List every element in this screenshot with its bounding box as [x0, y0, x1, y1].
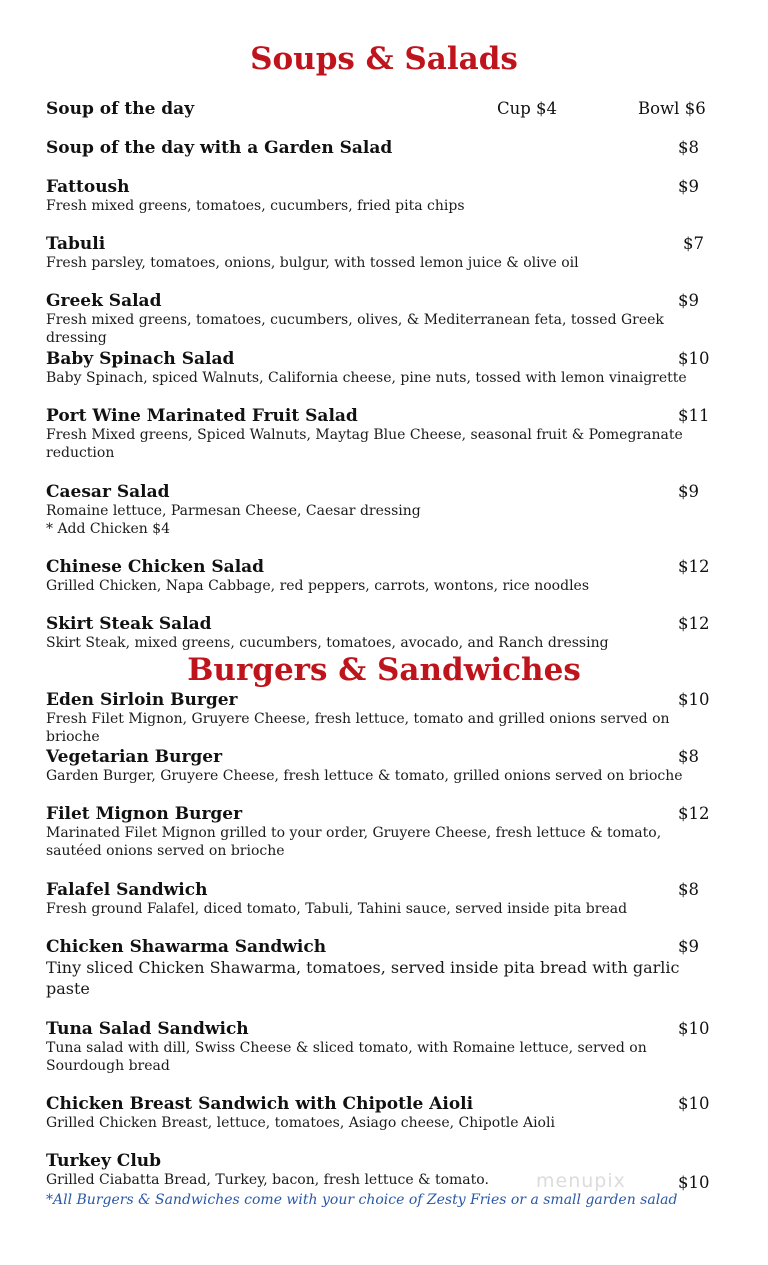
item-name: Fattoush [46, 177, 130, 197]
item-price: $12 [678, 614, 710, 633]
item-name: Vegetarian Burger [46, 747, 223, 767]
item-description: Grilled Chicken Breast, lettuce, tomatoes, Asiago cheese, Chipotle Aioli [46, 1115, 555, 1131]
item-name: Greek Salad [46, 291, 162, 311]
menu-item-fattoush [46, 177, 710, 215]
item-price: $8 [678, 138, 699, 157]
menu-item-chinese-chicken-salad [46, 557, 710, 595]
item-price: $12 [678, 557, 710, 576]
item-price: $10 [678, 1173, 710, 1192]
item-description: Grilled Chicken, Napa Cabbage, red peppers, carrots, wontons, rice noodles [46, 578, 590, 594]
item-description: Fresh mixed greens, tomatoes, cucumbers, olives, & Mediterranean feta, tossed Greek dressing [46, 312, 664, 346]
item-name: Turkey Club [46, 1151, 162, 1171]
watermark-logo: menupix [536, 1170, 626, 1192]
item-description: Tiny sliced Chicken Shawarma, tomatoes, served inside pita bread with garlic paste [46, 958, 680, 998]
menu-item-vegetarian-burger [46, 747, 710, 785]
item-name: Tuna Salad Sandwich [46, 1019, 249, 1039]
item-description: Fresh Filet Mignon, Gruyere Cheese, fresh lettuce, tomato and grilled onions served on brioche [46, 711, 670, 745]
item-description: Skirt Steak, mixed greens, cucumbers, tomatoes, avocado, and Ranch dressing [46, 635, 609, 651]
item-price: $11 [678, 406, 710, 425]
item-description: Fresh ground Falafel, diced tomato, Tabuli, Tahini sauce, served inside pita bread [46, 901, 628, 917]
menu-item-chicken-shawarma-sandwich [46, 937, 710, 999]
item-price: $9 [678, 291, 699, 310]
menu-item-eden-sirloin-burger [46, 690, 710, 746]
menu-item-filet-mignon-burger [46, 804, 710, 860]
item-description: Romaine lettuce, Parmesan Cheese, Caesar dressing [46, 503, 421, 519]
item-price: $12 [678, 804, 710, 823]
item-addon: * Add Chicken $4 [46, 521, 171, 537]
item-name: Chinese Chicken Salad [46, 557, 265, 577]
item-description: Garden Burger, Gruyere Cheese, fresh lettuce & tomato, grilled onions served on brioche [46, 768, 683, 784]
item-price: $10 [678, 1094, 710, 1113]
item-name: Tabuli [46, 234, 106, 254]
menu-item-tabuli [46, 234, 710, 272]
menu-item-soup-garden-salad [46, 138, 710, 158]
item-price: $10 [678, 349, 710, 368]
menu-item-skirt-steak-salad [46, 614, 710, 652]
item-price-cup: Cup $4 [497, 99, 558, 118]
item-description: Fresh Mixed greens, Spiced Walnuts, Maytag Blue Cheese, seasonal fruit & Pomegranate reduction [46, 427, 683, 461]
item-price: $10 [678, 690, 710, 709]
item-name: Skirt Steak Salad [46, 614, 212, 634]
item-price: $7 [683, 234, 704, 253]
menu-item-soup-of-the-day [46, 99, 710, 119]
item-name: Filet Mignon Burger [46, 804, 243, 824]
item-price: $10 [678, 1019, 710, 1038]
item-price: $8 [678, 880, 699, 899]
item-price-bowl: Bowl $6 [638, 99, 706, 118]
item-name: Port Wine Marinated Fruit Salad [46, 406, 358, 426]
item-name: Chicken Breast Sandwich with Chipotle Aioli [46, 1094, 474, 1114]
item-description: Fresh mixed greens, tomatoes, cucumbers, fried pita chips [46, 198, 465, 214]
item-price: $8 [678, 747, 699, 766]
sandwich-side-note: *All Burgers & Sandwiches come with your choice of Zesty Fries or a small garden salad [46, 1192, 678, 1208]
item-description: Marinated Filet Mignon grilled to your order, Gruyere Cheese, fresh lettuce & tomato, sautéed onions served on brioche [46, 825, 662, 859]
item-description: Grilled Ciabatta Bread, Turkey, bacon, fresh lettuce & tomato. [46, 1172, 489, 1188]
menu-item-falafel-sandwich [46, 880, 710, 918]
section-title-burgers-sandwiches: Burgers & Sandwiches [187, 652, 581, 688]
menu-item-caesar-salad [46, 482, 710, 538]
item-description: Fresh parsley, tomatoes, onions, bulgur, with tossed lemon juice & olive oil [46, 255, 579, 271]
item-name: Eden Sirloin Burger [46, 690, 238, 710]
menu-item-baby-spinach-salad [46, 349, 710, 387]
item-name: Soup of the day with a Garden Salad [46, 138, 393, 158]
item-description: Baby Spinach, spiced Walnuts, California cheese, pine nuts, tossed with lemon vinaigrette [46, 370, 687, 386]
menu-item-port-wine-fruit-salad [46, 406, 710, 462]
item-price: $9 [678, 482, 699, 501]
item-name: Soup of the day [46, 99, 195, 119]
menu-item-tuna-salad-sandwich [46, 1019, 710, 1075]
section-title-soups-salads: Soups & Salads [250, 41, 518, 77]
item-name: Baby Spinach Salad [46, 349, 235, 369]
item-name: Falafel Sandwich [46, 880, 208, 900]
item-name: Caesar Salad [46, 482, 170, 502]
menu-item-greek-salad [46, 291, 710, 347]
item-description: Tuna salad with dill, Swiss Cheese & sliced tomato, with Romaine lettuce, served on Sourdough bread [46, 1040, 647, 1074]
item-price: $9 [678, 937, 699, 956]
item-price: $9 [678, 177, 699, 196]
item-name: Chicken Shawarma Sandwich [46, 937, 327, 957]
menu-item-chicken-breast-sandwich [46, 1094, 710, 1132]
